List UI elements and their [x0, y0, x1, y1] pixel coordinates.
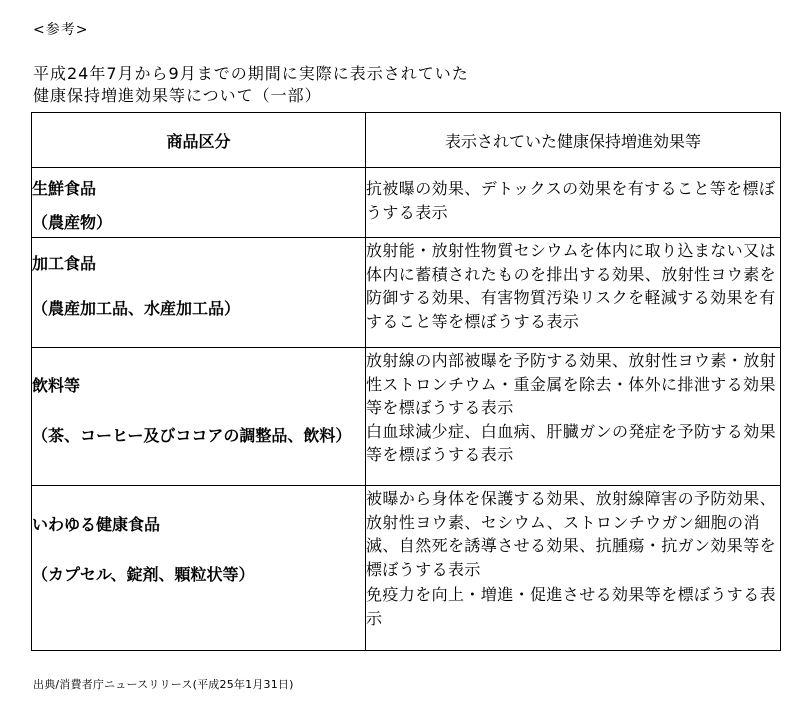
table-header-row [32, 113, 781, 168]
effects-cell [366, 348, 781, 486]
category-name: 飲料等 [32, 376, 81, 395]
category-cell [32, 168, 366, 238]
header-effects: 表示されていた健康保持増進効果等 [366, 113, 781, 168]
table-row [32, 238, 781, 348]
reference-label: <参考> [33, 22, 89, 38]
category-name: 生鮮食品 [32, 179, 97, 198]
effects-cell [366, 238, 781, 348]
effects-cell [366, 486, 781, 651]
header-category: 商品区分 [32, 113, 366, 168]
table-row [32, 348, 781, 486]
table-row [32, 486, 781, 651]
source-note: 出典/消費者庁ニュースリリース(平成25年1月31日) [33, 678, 294, 691]
effect-text: 放射線の内部被曝を予防する効果、放射性ヨウ素・放射性ストロンチウム・重金属を除去・体外に排泄する効果等を標ぼうする表示 [366, 351, 777, 417]
category-detail: （農産加工品、水産加工品） [32, 299, 241, 318]
category-cell [32, 238, 366, 348]
category-cell [32, 486, 366, 651]
category-detail: （カプセル、錠剤、顆粒状等） [32, 565, 255, 584]
table-row [32, 168, 781, 238]
page-heading [33, 63, 469, 107]
category-name: 加工食品 [32, 254, 97, 273]
effects-table [31, 112, 781, 651]
heading-line-1: 平成24年7月から9月までの期間に実際に表示されていた [33, 64, 469, 83]
effect-text: 放射能・放射性物質セシウムを体内に取り込まない又は体内に蓄積されたものを排出する効果、放射性ヨウ素を防御する効果、有害物質汚染リスクを軽減する効果を有すること等を標ぼうする表示 [366, 241, 777, 331]
effect-text: 白血球減少症、白血病、肝臓ガンの発症を予防する効果等を標ぼうする表示 [366, 421, 777, 464]
heading-line-2: 健康保持増進効果等について（一部） [33, 86, 322, 105]
effects-cell [366, 168, 781, 238]
category-detail: （茶、コーヒー及びココアの調整品、飲料） [32, 426, 352, 445]
effect-text: 被曝から身体を保護する効果、放射線障害の予防効果、放射性ヨウ素、セシウム、ストロンチウガン細胞の消滅、自然死を誘導させる効果、抗腫瘍・抗ガン効果等を標ぼうする表示 [366, 489, 777, 579]
category-detail: （農産物） [32, 213, 113, 232]
category-name: いわゆる健康食品 [32, 515, 161, 534]
category-cell [32, 348, 366, 486]
effect-text: 抗被曝の効果、デトックスの効果を有すること等を標ぼうする表示 [366, 179, 776, 222]
effect-text: 免疫力を向上・増進・促進させる効果等を標ぼうする表示 [366, 585, 777, 628]
